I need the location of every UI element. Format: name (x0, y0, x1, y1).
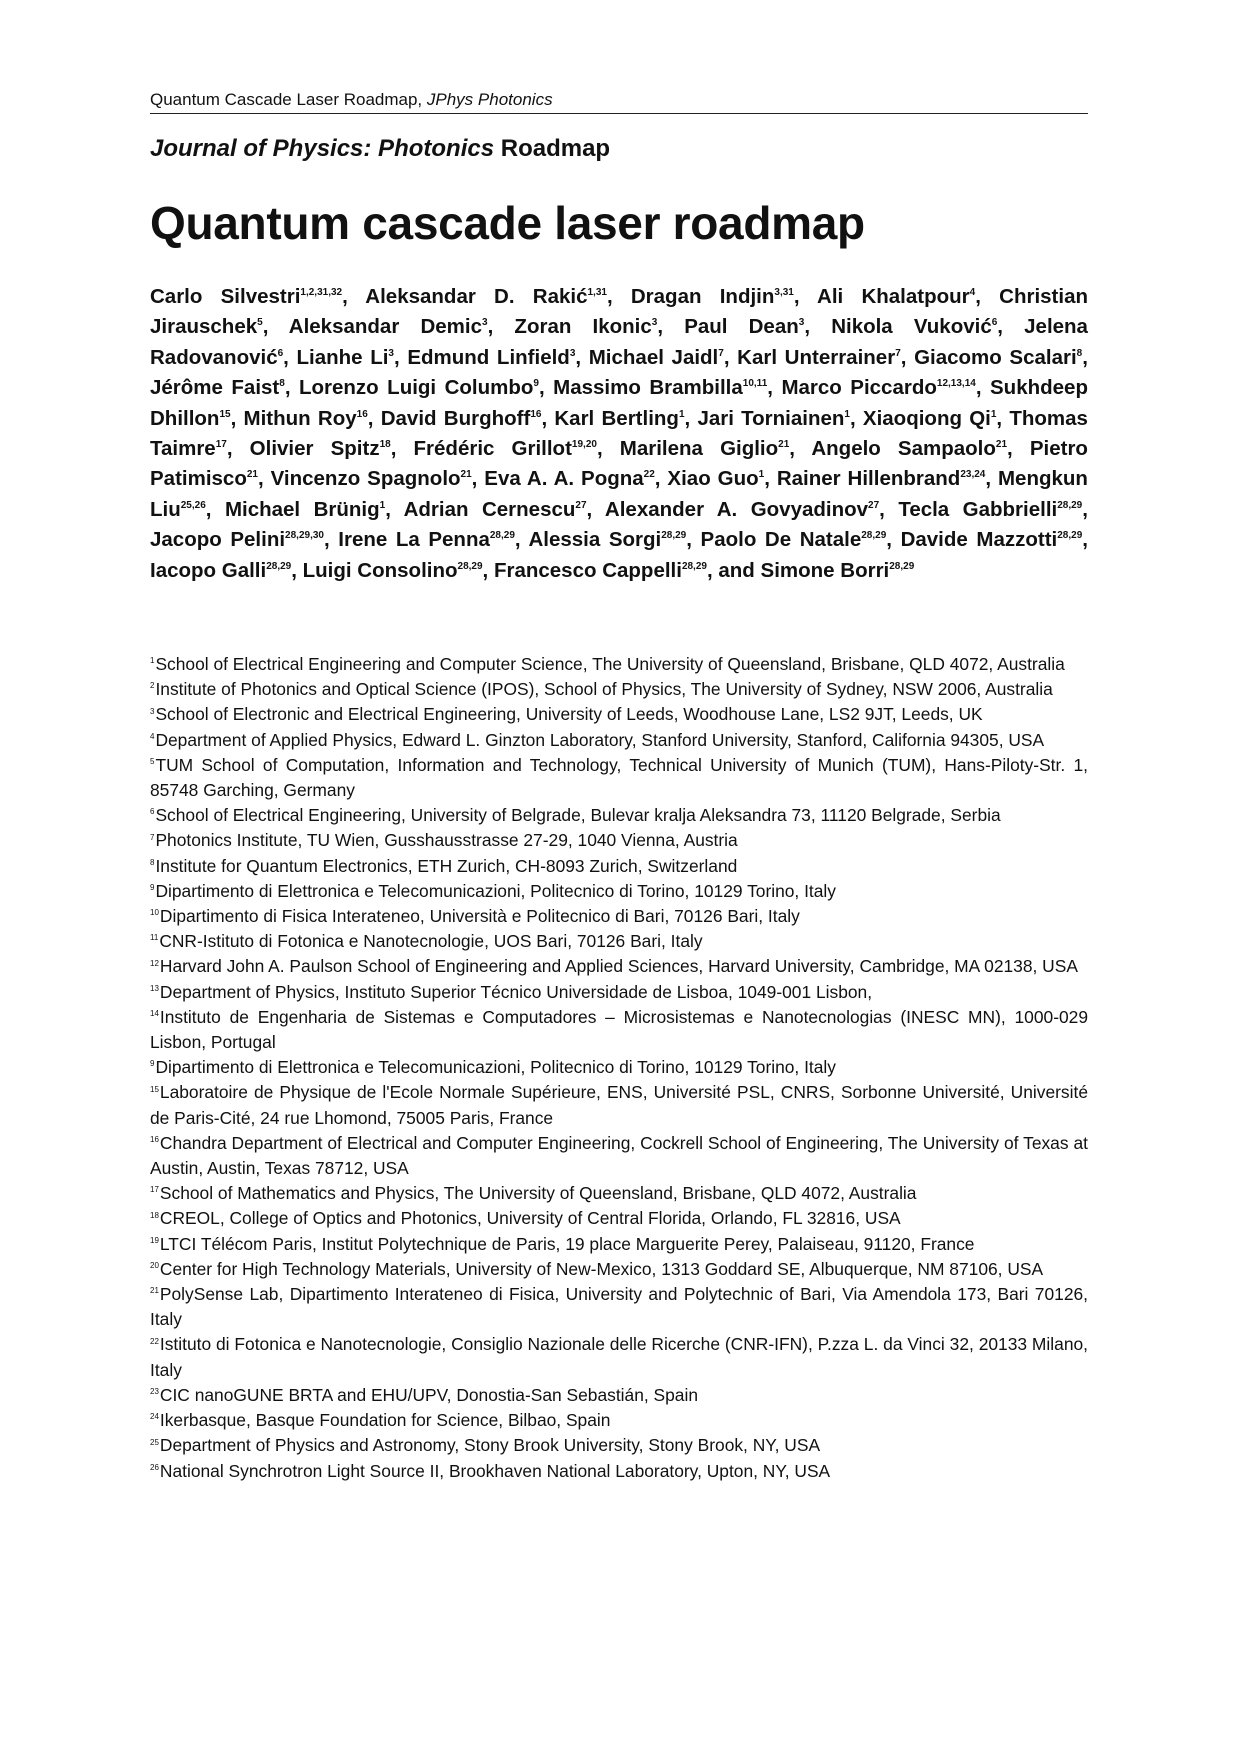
affiliation (150, 1332, 1088, 1382)
author-name: Jari Torniainen (697, 406, 845, 430)
author (150, 285, 342, 308)
affiliation-number: 13 (150, 983, 159, 993)
author (271, 467, 472, 490)
series-line (150, 135, 610, 163)
author-name: Ali Khalatpour (817, 285, 970, 308)
author-name: Davide Mazzotti (900, 528, 1058, 552)
author (225, 498, 385, 521)
affiliation-number: 6 (150, 807, 155, 817)
author (589, 346, 724, 369)
affiliation-number: 11 (150, 933, 159, 943)
affiliation-number: 18 (150, 1210, 159, 1220)
author-affiliation-marker: 8 (1076, 347, 1083, 359)
author-name: Angelo Sampaolo (811, 437, 996, 461)
affiliation-number: 22 (150, 1336, 159, 1346)
author-affiliation-marker: 28,29 (1057, 530, 1083, 542)
author (697, 407, 850, 430)
affiliation-number: 7 (150, 832, 155, 842)
author-name: Xiaoqiong Qi (862, 406, 991, 430)
author (684, 315, 804, 338)
affiliation-list (150, 652, 1088, 1484)
author-name: Lorenzo Luigi Columbo (298, 376, 534, 400)
author-name: Giacomo Scalari (914, 345, 1077, 369)
author-name: Luigi Consolino (302, 558, 458, 582)
author-name: Edmund Linfield (407, 345, 570, 369)
author-affiliation-marker: 1,31 (587, 287, 607, 299)
author-affiliation-marker: 3 (482, 317, 488, 329)
author-affiliation-marker: 1 (990, 408, 997, 420)
author-affiliation-marker: 1,2,31,32 (300, 287, 343, 299)
affiliation (150, 954, 1088, 979)
author (414, 437, 597, 460)
author-name: Tecla Gabbrielli (898, 497, 1058, 521)
author-affiliation-marker: 12,13,14 (936, 378, 976, 390)
affiliation-text: Ikerbasque, Basque Foundation for Science, Bilbao, Spain (159, 1410, 611, 1431)
affiliation-text: School of Mathematics and Physics, The University of Queensland, Brisbane, QLD 4072, Australia (159, 1183, 917, 1204)
author-affiliation-marker: 18 (379, 439, 391, 451)
affiliation-number: 16 (150, 1135, 159, 1145)
author (338, 528, 515, 551)
author-affiliation-marker: 1 (758, 469, 765, 481)
author-name: Adrian Cernescu (403, 497, 576, 521)
affiliation-number: 15 (150, 1084, 159, 1094)
author-affiliation-marker: 7 (895, 347, 901, 359)
author (777, 467, 986, 490)
affiliation (150, 1282, 1088, 1332)
author (365, 285, 607, 308)
affiliation-number: 19 (150, 1235, 159, 1245)
author-name: Alessia Sorgi (528, 528, 662, 552)
author-affiliation-marker: 7 (718, 347, 724, 359)
author-name: Xiao Guo (667, 467, 759, 491)
affiliation (150, 1181, 1088, 1206)
affiliation-number: 14 (150, 1009, 159, 1019)
author-affiliation-marker: 28,29 (489, 530, 515, 542)
affiliation-number: 23 (150, 1387, 159, 1397)
author (811, 437, 1007, 460)
author-affiliation-marker: 1 (678, 408, 685, 420)
author-name: Marco Piccardo (781, 376, 937, 400)
affiliation (150, 1005, 1088, 1055)
affiliation (150, 879, 1088, 904)
affiliation-number: 8 (150, 857, 155, 867)
author (244, 407, 368, 430)
author-affiliation-marker: 6 (991, 317, 998, 329)
author-affiliation-marker: 22 (643, 469, 655, 481)
author-name: Alexander A. Govyadinov (604, 497, 869, 521)
author (528, 528, 686, 551)
author (831, 315, 997, 338)
affiliation-number: 4 (150, 731, 155, 741)
author (299, 376, 539, 399)
affiliation (150, 929, 1088, 954)
running-title: Quantum Cascade Laser Roadmap, (150, 90, 423, 109)
affiliation-number: 20 (150, 1261, 159, 1271)
author (150, 528, 324, 551)
author (484, 467, 655, 490)
author-name: Vincenzo Spagnolo (270, 467, 461, 491)
author-name: Jérôme Faist (150, 376, 280, 400)
author-affiliation-marker: 16 (530, 408, 542, 420)
affiliation (150, 904, 1088, 929)
author-name: Thomas Taimre (150, 406, 1088, 461)
affiliation-text: Chandra Department of Electrical and Computer Engineering, Cockrell School of Engineering, The University of Texas at Austin, Austin, Texas 78712, USA (150, 1132, 1088, 1179)
author (303, 559, 483, 582)
author-affiliation-marker: 17 (215, 439, 227, 451)
author (781, 376, 975, 399)
author-affiliation-marker: 16 (356, 408, 368, 420)
affiliation-text: National Synchrotron Light Source II, Brookhaven National Laboratory, Upton, NY, USA (159, 1460, 831, 1481)
affiliation-text: Center for High Technology Materials, University of New-Mexico, 1313 Goddard SE, Albuquerque, NM 87106, USA (159, 1258, 1044, 1279)
author-affiliation-marker: 28,29,30 (285, 530, 324, 542)
affiliation (150, 1131, 1088, 1181)
author-name: Nikola Vuković (831, 315, 992, 339)
author-affiliation-marker: 25,26 (180, 500, 206, 512)
affiliation (150, 652, 1088, 677)
author-name: Michael Jaidl (588, 345, 719, 369)
affiliation (150, 677, 1088, 702)
affiliation-text: School of Electrical Engineering, University of Belgrade, Bulevar kralja Aleksandra 73, 11120 Belgrade, Serbia (155, 805, 1001, 826)
affiliation-number: 25 (150, 1437, 159, 1447)
author (554, 407, 684, 430)
author (620, 437, 790, 460)
author-affiliation-marker: 21 (246, 469, 258, 481)
author (381, 407, 542, 430)
author-name: Massimo Brambilla (553, 376, 743, 400)
author (901, 528, 1083, 551)
author-affiliation-marker: 28,29 (681, 560, 707, 572)
author-name: Jelena Radovanović (150, 315, 1088, 369)
affiliation (150, 803, 1088, 828)
affiliation-text: Harvard John A. Paulson School of Engineering and Applied Sciences, Harvard University, Cambridge, MA 02138, USA (159, 956, 1078, 977)
affiliation-text: Laboratoire de Physique de l'Ecole Normale Supérieure, ENS, Université PSL, CNRS, Sorbonne Université, Université de Paris-Cité, 24 rue Lhomond, 75005 Paris, France (150, 1082, 1088, 1128)
affiliation-text: Dipartimento di Fisica Interateneo, Università e Politecnico di Bari, 70126 Bari, Italy (159, 906, 800, 927)
affiliation-text: School of Electronic and Electrical Engineering, University of Leeds, Woodhouse Lane, LS2 9JT, Leeds, UK (155, 704, 983, 725)
author (898, 498, 1082, 521)
author-affiliation-marker: 3 (388, 347, 394, 359)
affiliation (150, 1206, 1088, 1231)
author-affiliation-marker: 8 (279, 378, 285, 390)
author (631, 285, 794, 308)
affiliation-text: Institute of Photonics and Optical Science (IPOS), School of Physics, The University of Sydney, NSW 2006, Australia (155, 679, 1053, 700)
author-list: Carlo Silvestri$^{1,2,31,32}$, Aleksandar D. Rakić$^{1,31}$, Dragan Indjin$^{3,31}$, Ali Khalatpour$^4$, Christian Jirauschek$^5$, Aleksandar Demic$^3$, Zoran Ikonic$^3$, Paul Dean$^3$, Nikola Vuković$^6$, Jelena Radovanović$^6$, Lianhe Li$^3$, Edmund Linfield$^3$, Michael Jaidl$^7$, Karl Unterrainer$^7$, Giacomo Scalari$^8$, Jérôme Faist$^8$, Lorenzo Luigi Columbo$^9$, Massimo Brambilla$^{10,11}$, Marco Piccardo$^{12,13,14}$, Sukhdeep Dhillon$^{15}$, Mithun Roy$^{16}$, David Burghoff$^{16}$, Karl Bertling$^1$, Jari Torniainen$^1$, Xiaoqiong Qi$^1$, Thomas Taimre$^{17}$, Olivier Spitz$^{18}$, Frédéric Grillot$^{19,20}$, Marilena Giglio$^{21}$, Angelo Sampaolo$^{21}$, Pietro Patimisco$^{21}$, Vincenzo Spagnolo$^{21}$, Eva A. A. Pogna$^{22}$, Xiao Guo$^1$, Rainer Hillenbrand$^{23,24}$, Mengkun Liu$^{25,26}$, Michael Brünig$^1$, Adrian Cernescu$^{27}$, Alexander A. Govyadinov$^{27}$, Tecla Gabbrielli$^{28,29}$, Jacopo Pelini$^{28,29,30}$, Irene La Penna$^{28,29}$, Alessia Sorgi$^{28,29}$, Paolo De Natale$^{28,29}$, Davide Mazzotti$^{28,29}$, Iacopo Galli$^{28,29}$, Luigi Consolino$^{28,29}$, Francesco Cappelli$^{28,29}$, and Simone Borri$^{28,29}$ (150, 285, 1088, 582)
author (914, 346, 1082, 369)
affiliation (150, 1408, 1088, 1433)
affiliation-text: CNR-Istituto di Fotonica e Nanotecnologie, UOS Bari, 70126 Bari, Italy (159, 931, 703, 952)
affiliation-number: 9 (150, 1059, 155, 1069)
author-name: Paul Dean (684, 315, 799, 339)
author-affiliation-marker: 28,29 (661, 530, 687, 542)
author-name: Jacopo Pelini (150, 528, 286, 552)
running-header (150, 89, 1088, 114)
affiliation-text: Department of Physics and Astronomy, Stony Brook University, Stony Brook, NY, USA (159, 1435, 821, 1456)
affiliation-text: Dipartimento di Elettronica e Telecomunicazioni, Politecnico di Torino, 10129 Torino, Italy (155, 880, 836, 901)
affiliation (150, 1080, 1088, 1130)
author (404, 498, 587, 521)
author-name: Karl Bertling (554, 406, 679, 430)
journal-name: Journal of Physics: Photonics (150, 135, 495, 162)
author (150, 559, 291, 582)
affiliation-text: Instituto de Engenharia de Sistemas e Computadores – Microsistemas e Nanotecnologias (INESC MN), 1000-029 Lisbon, Portugal (150, 1006, 1088, 1053)
author-name: Paolo De Natale (700, 528, 862, 552)
affiliation-text: Dipartimento di Elettronica e Telecomunicazioni, Politecnico di Torino, 10129 Torino, Italy (155, 1057, 836, 1078)
author-name: Aleksandar Demic (288, 315, 482, 339)
author-affiliation-marker: 5 (257, 317, 263, 329)
author-affiliation-marker: 19,20 (571, 439, 597, 451)
author (605, 498, 879, 521)
affiliation-text: Institute for Quantum Electronics, ETH Zurich, CH-8093 Zurich, Switzerland (155, 855, 738, 876)
affiliation (150, 980, 1088, 1005)
affiliation-text: Photonics Institute, TU Wien, Gusshausstrasse 27-29, 1040 Vienna, Austria (155, 830, 738, 851)
affiliation-text: LTCI Télécom Paris, Institut Polytechnique de Paris, 19 place Marguerite Perey, Palaiseau, 91120, France (159, 1233, 975, 1254)
author-affiliation-marker: 3 (569, 347, 576, 359)
affiliation (150, 1459, 1088, 1484)
affiliation-text: School of Electrical Engineering and Computer Science, The University of Queensland, Brisbane, QLD 4072, Australia (155, 654, 1065, 674)
author (289, 315, 488, 338)
affiliation (150, 1232, 1088, 1257)
affiliation (150, 1257, 1088, 1282)
author-conjunction: and (718, 558, 761, 582)
author-name: Olivier Spitz (249, 437, 380, 461)
author-name: Aleksandar D. Rakić (365, 285, 588, 308)
affiliation-text: Department of Physics, Instituto Superior Técnico Universidade de Lisboa, 1049-001 Lisbon, (159, 981, 873, 1002)
author-affiliation-marker: 1 (379, 500, 386, 512)
affiliation (150, 1055, 1088, 1080)
author-affiliation-marker: 3,31 (774, 287, 794, 299)
author-name: Mengkun Liu (150, 467, 1088, 521)
series-type: Roadmap (500, 135, 611, 162)
author-name: Christian Jirauschek (150, 285, 1088, 339)
affiliation-text: CREOL, College of Optics and Photonics, University of Central Florida, Orlando, FL 32816, USA (159, 1208, 901, 1229)
affiliation-number: 17 (150, 1185, 159, 1195)
affiliation-number: 1 (150, 656, 155, 666)
author (701, 528, 887, 551)
author-affiliation-marker: 3 (651, 317, 658, 329)
author-affiliation-marker: 6 (277, 347, 284, 359)
author-name: Simone Borri (760, 558, 890, 582)
author-affiliation-marker: 21 (460, 469, 472, 481)
affiliation-number: 21 (150, 1286, 159, 1296)
author (514, 315, 657, 338)
author-name: Rainer Hillenbrand (776, 467, 961, 491)
author-name: Zoran Ikonic (514, 315, 652, 339)
author-affiliation-marker: 15 (219, 408, 231, 420)
author (737, 346, 901, 369)
affiliation (150, 1433, 1088, 1458)
author-name: Mithun Roy (243, 406, 357, 430)
author-affiliation-marker: 28,29 (889, 560, 915, 572)
author-affiliation-marker: 1 (844, 408, 850, 420)
author-affiliation-marker: 28,29 (266, 560, 292, 572)
author (761, 559, 915, 582)
author-affiliation-marker: 28,29 (457, 560, 483, 572)
affiliation-number: 26 (150, 1462, 159, 1472)
author-affiliation-marker: 23,24 (960, 469, 986, 481)
affiliation-number: 24 (150, 1412, 159, 1422)
author-affiliation-marker: 9 (533, 378, 539, 390)
author-name: Pietro Patimisco (150, 437, 1088, 491)
author-affiliation-marker: 10,11 (742, 378, 768, 390)
author-name: Francesco Cappelli (493, 558, 682, 582)
author-affiliation-marker: 27 (868, 500, 880, 512)
affiliation (150, 753, 1088, 803)
author (407, 346, 575, 369)
affiliation (150, 828, 1088, 853)
author-name: Eva A. A. Pogna (484, 467, 644, 491)
author-name: Iacopo Galli (150, 558, 267, 582)
author-name: Marilena Giglio (619, 437, 779, 461)
author-affiliation-marker: 28,29 (861, 530, 887, 542)
author-name: Sukhdeep Dhillon (150, 376, 1088, 430)
affiliation-number: 10 (150, 908, 159, 918)
affiliation (150, 854, 1088, 879)
author-affiliation-marker: 3 (798, 317, 805, 329)
affiliation-text: CIC nanoGUNE BRTA and EHU/UPV, Donostia-San Sebastián, Spain (159, 1384, 699, 1405)
affiliation (150, 702, 1088, 727)
affiliation-text: Istituto di Fotonica e Nanotecnologie, Consiglio Nazionale delle Ricerche (CNR-IFN), P.zza L. da Vinci 32, 20133 Milano, Italy (150, 1334, 1088, 1380)
affiliation-text: PolySense Lab, Dipartimento Interateneo di Fisica, University and Polytechnic of Bari, Via Amendola 173, Bari 70126, Italy (150, 1284, 1088, 1330)
author-name: Michael Brünig (224, 497, 380, 521)
author-affiliation-marker: 4 (969, 287, 976, 299)
affiliation (150, 728, 1088, 753)
affiliation-number: 2 (150, 681, 155, 691)
affiliation-text: TUM School of Computation, Information and Technology, Technical University of Munich (TUM), Hans-Piloty-Str. 1, 85748 Garching, Germany (150, 754, 1088, 801)
author-name: Dragan Indjin (630, 285, 775, 308)
running-journal: JPhys Photonics (426, 90, 553, 109)
affiliation (150, 1383, 1088, 1408)
affiliation-text: Department of Applied Physics, Edward L. Ginzton Laboratory, Stanford University, Stanford, California 94305, USA (155, 729, 1045, 750)
author (553, 376, 767, 399)
author (150, 376, 285, 399)
author-affiliation-marker: 21 (778, 439, 790, 451)
author (250, 437, 391, 460)
author-name: Lianhe Li (296, 345, 389, 369)
author (863, 407, 997, 430)
author (494, 559, 707, 582)
author (817, 285, 975, 308)
author-name: Karl Unterrainer (737, 345, 896, 369)
author (667, 467, 764, 490)
paper-title: Quantum cascade laser roadmap (150, 197, 865, 249)
author-name: Frédéric Grillot (413, 437, 572, 461)
author-name: Carlo Silvestri (150, 285, 301, 308)
affiliation-number: 9 (150, 883, 155, 893)
author-affiliation-marker: 27 (575, 500, 587, 512)
author-affiliation-marker: 28,29 (1057, 500, 1083, 512)
author (297, 346, 394, 369)
author-name: David Burghoff (380, 406, 531, 430)
affiliation-number: 5 (150, 757, 155, 767)
author-name: Irene La Penna (338, 528, 490, 552)
affiliation-number: 3 (150, 706, 155, 716)
author-affiliation-marker: 21 (995, 439, 1008, 451)
affiliation-number: 12 (150, 958, 159, 968)
